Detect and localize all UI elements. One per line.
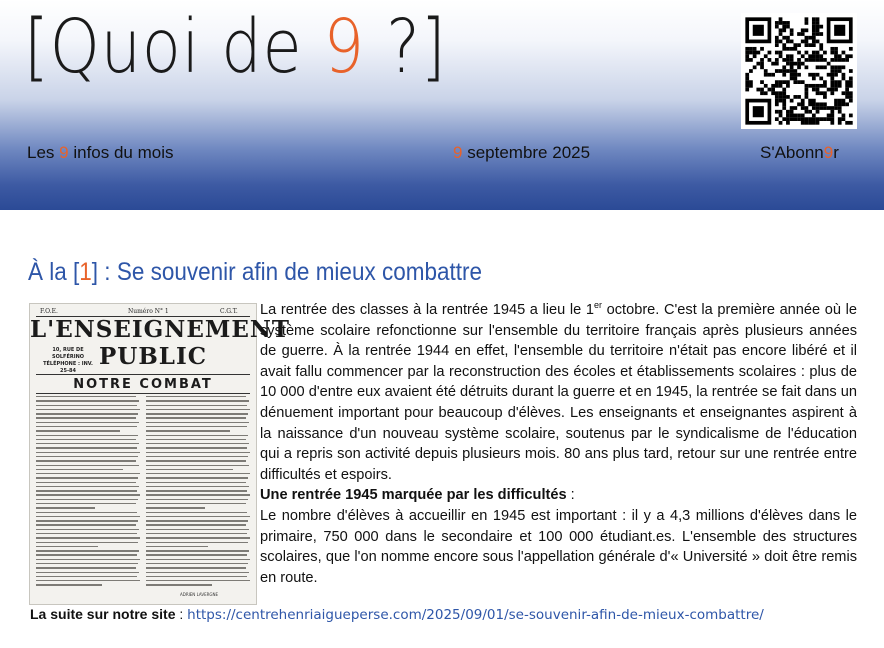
newspaper-text-line — [36, 494, 140, 495]
newspaper-text-line — [36, 524, 136, 525]
newspaper-text-line — [36, 447, 137, 448]
newspaper-text-line — [36, 443, 139, 444]
newspaper-text-line — [146, 520, 248, 521]
newspaper-rule — [36, 393, 250, 394]
read-more-line: La suite sur notre site : https://centrehenriaigueperse.com/2025/09/01/se-souvenir-afin-de-mieux-combattre/ — [30, 606, 764, 623]
newspaper-text-line — [146, 482, 246, 483]
newspaper-text-line — [36, 529, 139, 530]
newspaper-text-line — [36, 563, 138, 564]
newspaper-text-line — [146, 584, 212, 585]
newspaper-text-line — [36, 550, 139, 551]
newspaper-text-line — [36, 417, 136, 418]
newspaper-rule — [36, 374, 250, 375]
newspaper-text-line — [36, 580, 140, 581]
newspaper-text-line — [146, 567, 246, 568]
newspaper-text-line — [146, 516, 250, 517]
newspaper-text-line — [36, 452, 140, 453]
newspaper-text-line — [36, 542, 138, 543]
newspaper-text-line — [146, 512, 247, 513]
article-link[interactable]: https://centrehenriaigueperse.com/2025/09/01/se-souvenir-afin-de-mieux-combattre/ — [187, 607, 764, 623]
newspaper-text-line — [146, 546, 208, 547]
newspaper-text-line — [146, 400, 249, 401]
newspaper-front-page-image: F.O.E. Numéro N° 1 C.G.T. L'ENSEIGNEMENT 10, RUE DE SOLFÉRINO TÉLÉPHONE : INV. 25-84 PUBLIC NOTRE COMBAT ADRIEN LAVERGNE — [29, 303, 257, 605]
newspaper-text-line — [36, 439, 136, 440]
title-part-close: ?] — [364, 4, 447, 90]
newspaper-text-line — [146, 447, 247, 448]
issue-date: 9 septembre 2025 — [453, 143, 591, 162]
newspaper-text-line — [146, 439, 246, 440]
newspaper-text-line — [146, 409, 250, 410]
newspaper-text-line — [36, 465, 139, 466]
newspaper-text-line — [146, 469, 233, 470]
article-paragraph-2: Le nombre d'élèves à accueillir en 1945 est important : il y a 4,3 millions d'élèves dans le primaire, 750 000 dans le secondaire et 100 000 étudiant.es. L'ensemble des structures scolaires, que l'on nomme encore sous l'appellation générale d'« Université » doit être remis en route. — [260, 507, 857, 586]
qr-code-icon[interactable] — [741, 13, 857, 129]
newspaper-text-line — [146, 559, 250, 560]
newspaper-text-line — [36, 473, 140, 474]
newspaper-text-line — [146, 426, 247, 427]
newspaper-text-line — [36, 554, 137, 555]
section-title: À la [1] : Se souvenir afin de mieux combattre — [28, 258, 483, 286]
newspaper-text-line — [36, 584, 102, 585]
newspaper-text-line — [36, 537, 140, 538]
newspaper-text-line — [36, 576, 137, 577]
newspaper-text-line — [36, 422, 139, 423]
newsletter-title — [24, 4, 446, 90]
newspaper-text-line — [146, 405, 247, 406]
read-more-label: La suite sur notre site — [30, 606, 176, 622]
newspaper-text-line — [146, 533, 247, 534]
title-number: 9 — [323, 4, 365, 90]
newspaper-text-line — [36, 503, 136, 504]
newspaper-text-line — [146, 499, 248, 500]
newspaper-text-line — [36, 456, 138, 457]
newspaper-text-line — [146, 413, 248, 414]
newspaper-text-line — [146, 465, 249, 466]
newspaper-name-line1: L'ENSEIGNEMENT — [30, 316, 290, 343]
subscribe-link[interactable]: S'Abonn9r — [760, 143, 839, 162]
newspaper-text-line — [146, 430, 230, 431]
newspaper-text-line — [146, 435, 248, 436]
newspaper-text-line — [36, 486, 139, 487]
newspaper-text-line — [36, 512, 137, 513]
newspaper-column-left — [36, 396, 140, 589]
newspaper-text-line — [36, 430, 120, 431]
newspaper-signature: ADRIEN LAVERGNE — [180, 592, 219, 597]
newspaper-text-line — [36, 409, 140, 410]
newspaper-text-line — [146, 537, 250, 538]
title-part-open: [Quoi de — [24, 4, 324, 90]
newspaper-text-line — [36, 400, 139, 401]
newspaper-text-line — [146, 554, 247, 555]
newspaper-text-line — [146, 550, 249, 551]
newspaper-text-line — [146, 473, 250, 474]
newspaper-text-line — [146, 486, 249, 487]
newspaper-text-line — [36, 546, 98, 547]
newspaper-text-line — [36, 396, 136, 397]
newspaper-text-line — [146, 452, 250, 453]
newspaper-text-line — [36, 533, 137, 534]
newspaper-text-line — [36, 516, 140, 517]
newspaper-name-line2: PUBLIC — [98, 343, 208, 370]
newspaper-column-right — [146, 396, 250, 589]
newspaper-text-line — [36, 469, 123, 470]
newspaper-address: 10, RUE DE SOLFÉRINO TÉLÉPHONE : INV. 25-84 — [43, 347, 93, 374]
newspaper-text-line — [146, 477, 248, 478]
newspaper-text-line — [146, 507, 205, 508]
newspaper-text-line — [146, 529, 249, 530]
newspaper-text-line — [36, 559, 140, 560]
newspaper-text-line — [146, 396, 246, 397]
newspaper-text-line — [36, 490, 137, 491]
article-subheading: Une rentrée 1945 marquée par les difficultés : — [260, 487, 575, 504]
header-band — [0, 0, 884, 210]
newspaper-text-line — [146, 460, 246, 461]
newspaper-text-line — [36, 520, 138, 521]
newspaper-text-line — [146, 503, 246, 504]
newspaper-headline: NOTRE COMBAT — [73, 377, 213, 392]
newspaper-text-line — [146, 456, 248, 457]
newspaper-text-line — [36, 567, 136, 568]
newspaper-text-line — [36, 507, 95, 508]
newspaper-text-line — [36, 405, 137, 406]
newspaper-text-line — [36, 572, 139, 573]
article-body — [260, 300, 857, 588]
newspaper-text-line — [146, 494, 250, 495]
newspaper-text-line — [36, 499, 138, 500]
newspaper-text-line — [146, 563, 248, 564]
newspaper-text-line — [36, 413, 138, 414]
newspaper-text-line — [36, 435, 138, 436]
newspaper-text-line — [146, 580, 250, 581]
newspaper-text-line — [36, 460, 136, 461]
newspaper-text-line — [146, 490, 247, 491]
newspaper-text-line — [146, 572, 249, 573]
qr-code-graphic — [741, 13, 857, 129]
newspaper-text-line — [146, 422, 249, 423]
newspaper-text-line — [36, 426, 137, 427]
newspaper-text-line — [146, 542, 248, 543]
newspaper-text-line — [146, 576, 247, 577]
article-paragraph-1: La rentrée des classes à la rentrée 1945 a lieu le 1er octobre. C'est la première année où le système scolaire refonctionne sur l'ensemble du territoire français après plusieurs années de guerre. À la rentrée 1944 en effet, l'ensemble du territoire n'était pas encore libéré et il avait fallu commencer par la reconstruction des écoles et établissements scolaires : plus de 10 000 d'entre eux avaient été détruits durant la guerre et en 1945, la rentrée se fait dans un dénuement important pour beaucoup d'élèves. Les enseignants et enseignantes aspirent à la naissance d'un nouveau système scolaire, soutenus par le syndicalisme de l'éducation qui a repris son activité depuis plusieurs mois. 80 ans plus tard, retour sur une rentrée entre difficultés et espoirs. — [260, 300, 857, 483]
newspaper-text-line — [146, 443, 249, 444]
newspaper-text-line — [146, 524, 246, 525]
newspaper-text-line — [36, 482, 136, 483]
newspaper-text-line — [36, 477, 138, 478]
infos-count-label: Les 9 infos du mois — [27, 143, 174, 162]
newspaper-text-line — [146, 417, 246, 418]
